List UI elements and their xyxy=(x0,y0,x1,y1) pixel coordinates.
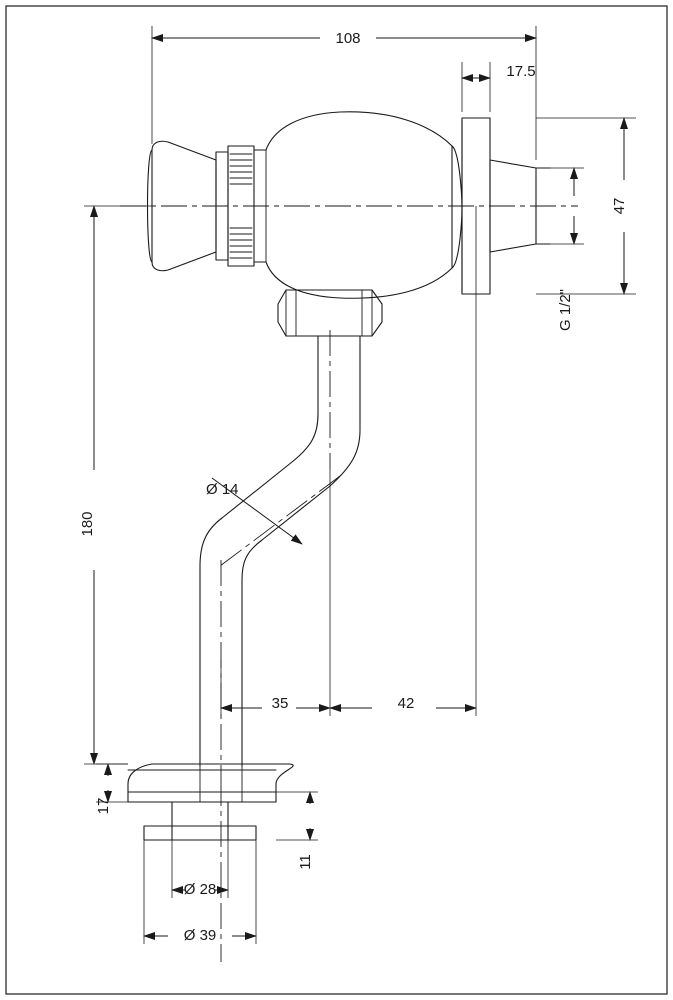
dim-body-height-right: 47 xyxy=(611,197,628,215)
centerlines xyxy=(120,206,578,962)
dim-pipe-diameter: Ø 14 xyxy=(206,481,239,498)
dim-overall-height-left: 180 xyxy=(79,511,96,537)
flange-outline xyxy=(128,764,293,840)
dim-flange-height: 17 xyxy=(95,797,112,815)
dim-flange-bore-diameter: Ø 28 xyxy=(183,881,217,898)
dimension-lines xyxy=(94,38,624,936)
dim-inlet-thread: G 1/2" xyxy=(557,288,574,332)
dim-offset-second: 42 xyxy=(397,695,415,712)
valve-body-outline xyxy=(148,112,551,336)
dim-wall-plate-thickness: 17.5 xyxy=(506,63,536,80)
sheet-border xyxy=(6,6,667,994)
extension-lines xyxy=(84,26,636,944)
dim-flange-outer-diameter: Ø 39 xyxy=(183,927,217,944)
dim-offset-first: 35 xyxy=(271,695,289,712)
dim-flange-lower-height: 11 xyxy=(297,854,314,870)
dim-overall-length-top: 108 xyxy=(335,30,361,47)
